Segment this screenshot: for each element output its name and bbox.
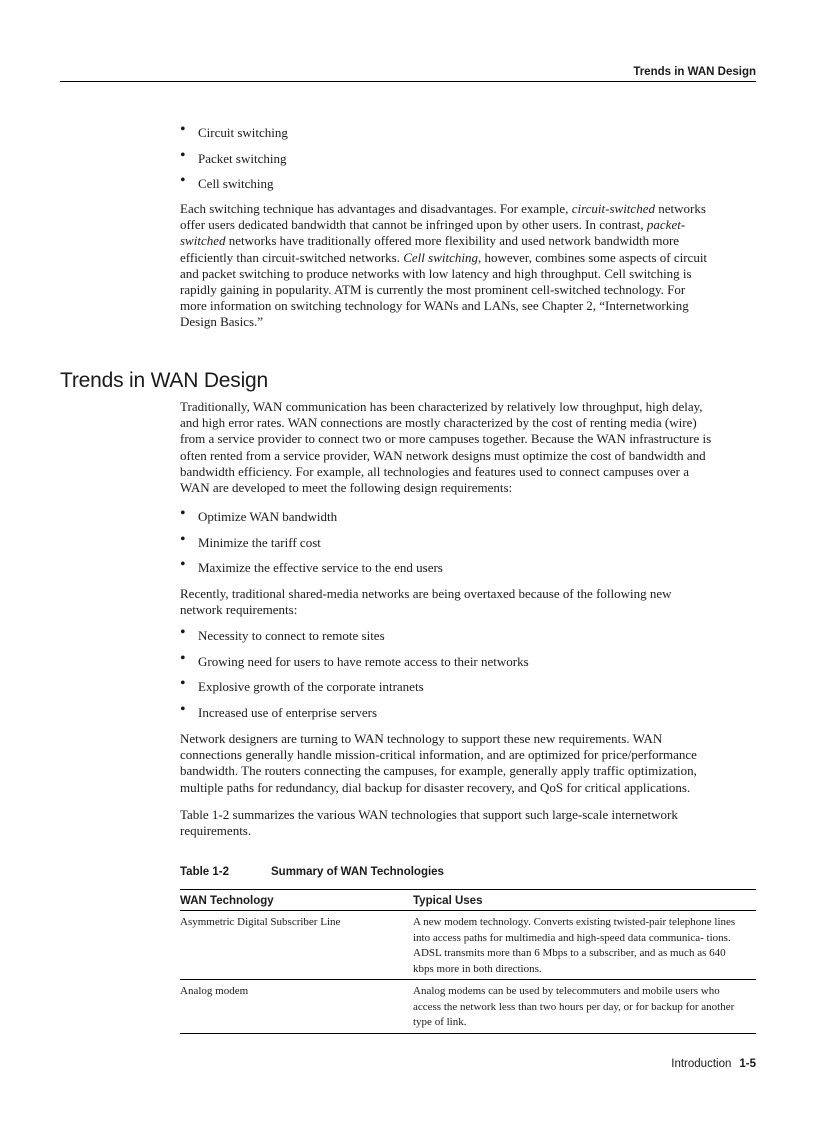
table-ref-paragraph: Table 1-2 summarizes the various WAN technologies that support such large-scale internetwork requirements. bbox=[180, 807, 678, 839]
table-row bbox=[180, 980, 756, 1034]
table-cell-uses: Analog modems can be used by telecommuters and mobile users who access the network less than two hours per day, or for backup for another type of link. bbox=[413, 985, 735, 1028]
bullet-icon: • bbox=[180, 121, 186, 138]
switching-list bbox=[180, 121, 756, 202]
wan-technologies-table bbox=[180, 889, 756, 1034]
table-caption bbox=[180, 866, 444, 878]
list-item: • Cell switching bbox=[180, 172, 274, 191]
list-item: • Maximize the effective service to the end users bbox=[180, 556, 443, 575]
list-item: • Optimize WAN bandwidth bbox=[180, 505, 338, 524]
list-item: • Necessity to connect to remote sites bbox=[180, 624, 385, 643]
designers-paragraph: Network designers are turning to WAN technology to support these new requirements. WAN connections generally handle mission-critical information, and are optimized for price/performance bandwidth. The routers connecting the campuses, for example, generally apply traffic optimization, multiple paths for redundancy, dial backup for disaster recovery, and QoS for critical applications. bbox=[180, 731, 697, 795]
table-header-row bbox=[180, 890, 756, 911]
list-item: • Circuit switching bbox=[180, 121, 288, 140]
table-cell-technology: Asymmetric Digital Subscriber Line bbox=[180, 916, 341, 928]
bullet-icon: • bbox=[180, 649, 186, 667]
table-caption-number: Table 1-2 bbox=[180, 866, 229, 878]
list-item: • Packet switching bbox=[180, 146, 287, 166]
intro-paragraph: Traditionally, WAN communication has been characterized by relatively low throughput, high delay, and high error rates. WAN connections are mostly characterized by the cost of renting media (wire) from a service provider to connect two or more campuses together. Because the WAN infrastructure is often rented from a service provider, WAN network designs must optimize the cost of bandwidth and bandwidth efficiency. For example, all technologies and features used to connect campuses over a WAN are developed to meet the following design requirements: bbox=[180, 399, 712, 496]
list-item: • Growing need for users to have remote access to their networks bbox=[180, 649, 529, 669]
list-item: • Explosive growth of the corporate intranets bbox=[180, 675, 424, 694]
footer-chapter: Introduction bbox=[671, 1058, 732, 1070]
running-header: Trends in WAN Design bbox=[633, 66, 756, 78]
list-item: • Minimize the tariff cost bbox=[180, 530, 321, 550]
section-heading: Trends in WAN Design bbox=[60, 369, 269, 392]
table-cell-technology: Analog modem bbox=[180, 985, 249, 997]
table-cell-uses: A new modem technology. Converts existing twisted-pair telephone lines into access paths for multimedia and high-speed data communica- tions. ADSL transmits more than 6 Mbps to a subscriber, and as much as 640 kbps more in both directions. bbox=[413, 916, 736, 975]
bullet-icon: • bbox=[180, 624, 186, 641]
bullet-icon: • bbox=[180, 505, 186, 522]
page-number: 1-5 bbox=[739, 1058, 756, 1070]
page-footer bbox=[671, 1058, 756, 1070]
list-item: • Increased use of enterprise servers bbox=[180, 700, 378, 720]
bullet-icon: • bbox=[180, 700, 186, 718]
switching-paragraph: Each switching technique has advantages and disadvantages. For example, circuit-switched networks offer users dedicated bandwidth that cannot be infringed upon by other users. In contrast, packet-switched networks have traditionally offered more flexibility and used network bandwidth more efficiently than circuit-switched networks. Cell switching, however, combines some aspects of circuit and packet switching to produce networks with low latency and high throughput. Cell switching is rapidly gaining in popularity. ATM is currently the most prominent cell-switched technology. For more information on switching technology for WANs and LANs, see Chapter 2, “Internetworking Design Basics.” bbox=[180, 201, 708, 330]
bullet-icon: • bbox=[180, 530, 186, 548]
bullet-icon: • bbox=[180, 556, 186, 573]
table-caption-title: Summary of WAN Technologies bbox=[271, 866, 444, 878]
requirements-list bbox=[180, 505, 756, 586]
new-requirements-list bbox=[180, 624, 756, 730]
column-header-technology: WAN Technology bbox=[180, 895, 274, 907]
header-rule bbox=[60, 81, 756, 82]
recently-paragraph: Recently, traditional shared-media networks are being overtaxed because of the following new network requirements: bbox=[180, 586, 672, 618]
bullet-icon: • bbox=[180, 675, 186, 692]
bullet-icon: • bbox=[180, 172, 186, 189]
table-row bbox=[180, 911, 756, 980]
column-header-uses: Typical Uses bbox=[413, 895, 483, 907]
bullet-icon: • bbox=[180, 146, 186, 164]
